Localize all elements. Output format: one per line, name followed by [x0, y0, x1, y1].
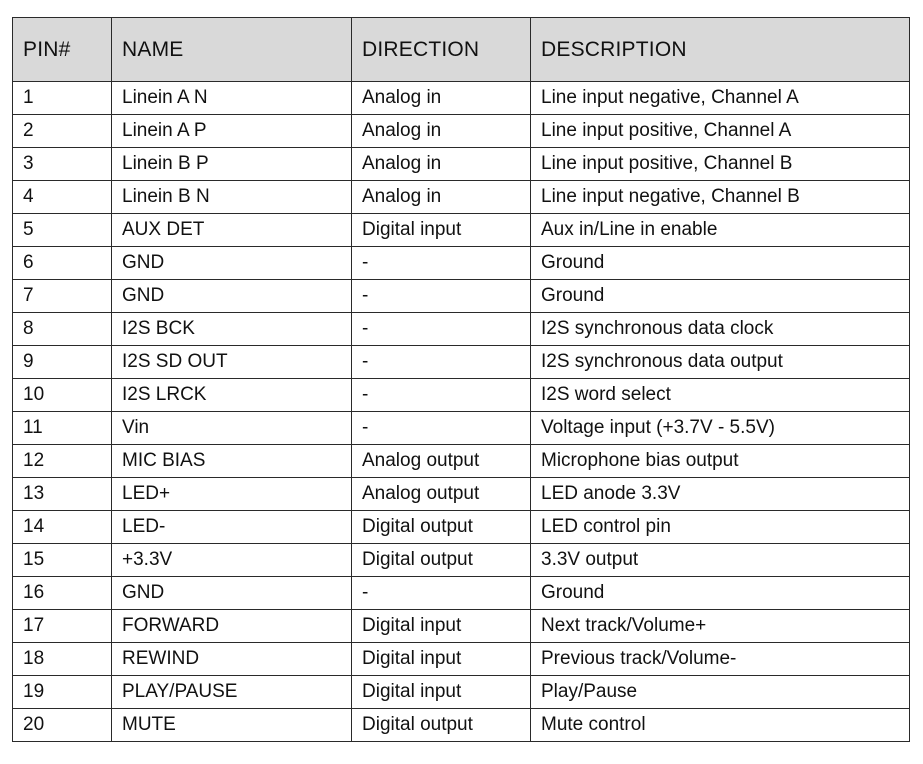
- cell-description: LED anode 3.3V: [531, 478, 910, 511]
- cell-name: I2S BCK: [112, 313, 352, 346]
- table-row: [13, 247, 910, 280]
- cell-name: LED+: [112, 478, 352, 511]
- cell-direction: Analog in: [352, 82, 531, 115]
- cell-description: LED control pin: [531, 511, 910, 544]
- table-row: [13, 313, 910, 346]
- cell-direction: Digital input: [352, 214, 531, 247]
- cell-name: LED-: [112, 511, 352, 544]
- cell-direction: Digital input: [352, 676, 531, 709]
- cell-description: 3.3V output: [531, 544, 910, 577]
- table-row: [13, 445, 910, 478]
- cell-direction: -: [352, 379, 531, 412]
- cell-pin: 18: [13, 643, 112, 676]
- cell-description: I2S synchronous data output: [531, 346, 910, 379]
- cell-name: FORWARD: [112, 610, 352, 643]
- cell-direction: Analog output: [352, 478, 531, 511]
- table-body: [13, 82, 910, 742]
- cell-direction: -: [352, 313, 531, 346]
- cell-pin: 17: [13, 610, 112, 643]
- cell-pin: 1: [13, 82, 112, 115]
- cell-direction: Analog in: [352, 148, 531, 181]
- cell-direction: Digital output: [352, 709, 531, 742]
- cell-pin: 4: [13, 181, 112, 214]
- cell-direction: Analog in: [352, 181, 531, 214]
- cell-pin: 8: [13, 313, 112, 346]
- table-row: [13, 643, 910, 676]
- cell-description: Play/Pause: [531, 676, 910, 709]
- cell-description: I2S synchronous data clock: [531, 313, 910, 346]
- cell-direction: -: [352, 247, 531, 280]
- table-row: [13, 115, 910, 148]
- cell-name: GND: [112, 247, 352, 280]
- cell-pin: 3: [13, 148, 112, 181]
- table-row: [13, 478, 910, 511]
- cell-name: Linein B P: [112, 148, 352, 181]
- cell-direction: -: [352, 412, 531, 445]
- table-row: [13, 280, 910, 313]
- cell-pin: 16: [13, 577, 112, 610]
- table-row: [13, 214, 910, 247]
- cell-description: Next track/Volume+: [531, 610, 910, 643]
- cell-description: Ground: [531, 247, 910, 280]
- cell-name: GND: [112, 280, 352, 313]
- cell-description: Line input positive, Channel A: [531, 115, 910, 148]
- cell-direction: Analog output: [352, 445, 531, 478]
- cell-description: Ground: [531, 577, 910, 610]
- cell-description: Mute control: [531, 709, 910, 742]
- cell-description: Voltage input (+3.7V - 5.5V): [531, 412, 910, 445]
- cell-description: Ground: [531, 280, 910, 313]
- cell-name: GND: [112, 577, 352, 610]
- cell-name: Linein A N: [112, 82, 352, 115]
- cell-name: Linein B N: [112, 181, 352, 214]
- table-row: [13, 511, 910, 544]
- cell-name: I2S SD OUT: [112, 346, 352, 379]
- cell-name: MIC BIAS: [112, 445, 352, 478]
- cell-description: Microphone bias output: [531, 445, 910, 478]
- table-row: [13, 709, 910, 742]
- cell-direction: -: [352, 280, 531, 313]
- cell-pin: 6: [13, 247, 112, 280]
- table-row: [13, 148, 910, 181]
- cell-pin: 7: [13, 280, 112, 313]
- cell-direction: Digital input: [352, 643, 531, 676]
- header-pin: PIN#: [13, 18, 112, 82]
- cell-name: I2S LRCK: [112, 379, 352, 412]
- cell-direction: Digital input: [352, 610, 531, 643]
- header-name: NAME: [112, 18, 352, 82]
- cell-pin: 11: [13, 412, 112, 445]
- table-row: [13, 610, 910, 643]
- cell-name: PLAY/PAUSE: [112, 676, 352, 709]
- cell-direction: Digital output: [352, 544, 531, 577]
- header-direction: DIRECTION: [352, 18, 531, 82]
- cell-name: Linein A P: [112, 115, 352, 148]
- header-row: [13, 18, 910, 82]
- cell-name: MUTE: [112, 709, 352, 742]
- table-row: [13, 82, 910, 115]
- cell-pin: 15: [13, 544, 112, 577]
- cell-description: Line input negative, Channel B: [531, 181, 910, 214]
- cell-pin: 14: [13, 511, 112, 544]
- cell-name: +3.3V: [112, 544, 352, 577]
- pin-table: [12, 17, 910, 742]
- cell-pin: 13: [13, 478, 112, 511]
- cell-pin: 10: [13, 379, 112, 412]
- cell-direction: -: [352, 577, 531, 610]
- cell-name: AUX DET: [112, 214, 352, 247]
- cell-pin: 5: [13, 214, 112, 247]
- cell-pin: 9: [13, 346, 112, 379]
- cell-name: Vin: [112, 412, 352, 445]
- cell-pin: 20: [13, 709, 112, 742]
- cell-pin: 19: [13, 676, 112, 709]
- cell-pin: 12: [13, 445, 112, 478]
- table-row: [13, 412, 910, 445]
- cell-direction: Digital output: [352, 511, 531, 544]
- table-row: [13, 577, 910, 610]
- table-row: [13, 379, 910, 412]
- cell-description: Previous track/Volume-: [531, 643, 910, 676]
- cell-direction: Analog in: [352, 115, 531, 148]
- table-row: [13, 181, 910, 214]
- table-header: [13, 18, 910, 82]
- cell-description: Aux in/Line in enable: [531, 214, 910, 247]
- cell-pin: 2: [13, 115, 112, 148]
- cell-direction: -: [352, 346, 531, 379]
- header-description: DESCRIPTION: [531, 18, 910, 82]
- table-row: [13, 346, 910, 379]
- cell-description: Line input positive, Channel B: [531, 148, 910, 181]
- table-row: [13, 676, 910, 709]
- cell-description: I2S word select: [531, 379, 910, 412]
- table-row: [13, 544, 910, 577]
- cell-description: Line input negative, Channel A: [531, 82, 910, 115]
- cell-name: REWIND: [112, 643, 352, 676]
